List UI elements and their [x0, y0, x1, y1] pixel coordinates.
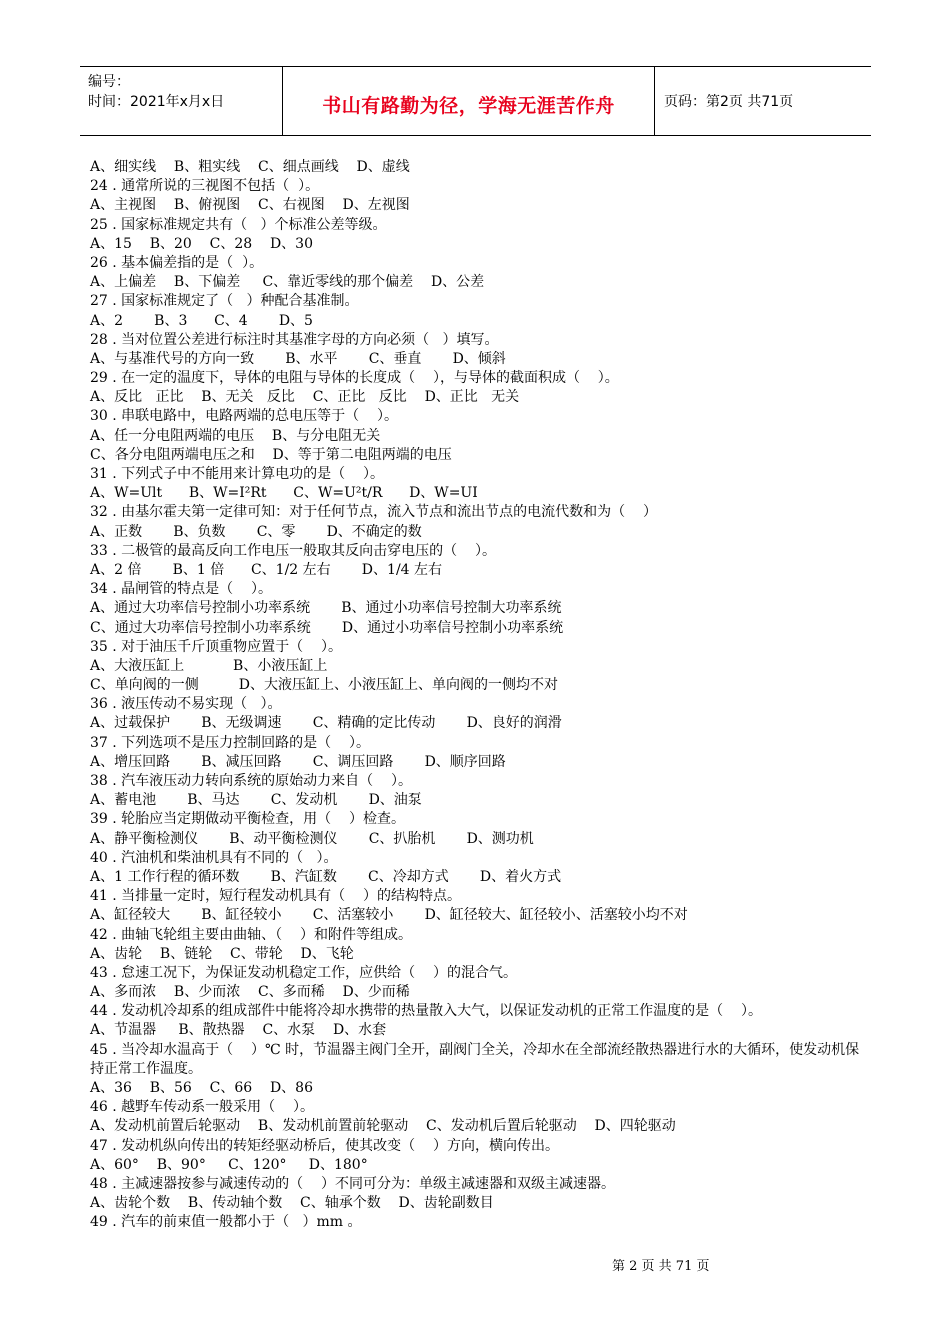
- answer-options: A、反比 正比 B、无关 反比 C、正比 反比 D、正比 无关: [90, 389, 520, 406]
- question-stem: 31 . 下列式子中不能用来计算电功的是（ ）。: [90, 466, 384, 482]
- answer-options: A、大液压缸上 B、小液压缸上: [90, 657, 328, 674]
- question-stem: 37 . 下列选项不是压力控制回路的是（ ）。: [90, 734, 370, 751]
- answer-options: A、15 B、20 C、28 D、30: [90, 235, 313, 252]
- question-stem: 38 . 汽车液压动力转向系统的原始动力来自（ ）。: [90, 773, 412, 789]
- answer-options: A、2 倍 B、1 倍 C、1/2 左右 D、1/4 左右: [90, 561, 443, 578]
- question-stem: 25 . 国家标准规定共有（ ）个标准公差等级。: [90, 216, 387, 233]
- answer-options: A、节温器 B、散热器 C、水泵 D、水套: [90, 1022, 387, 1039]
- answer-options: C、各分电阻两端电压之和 D、等于第二电阻两端的电压: [90, 446, 452, 463]
- question-stem: 30 . 串联电路中，电路两端的总电压等于（ ）。: [90, 408, 398, 425]
- question-stem: 27 . 国家标准规定了（ ）种配合基准制。: [90, 293, 359, 310]
- answer-options: A、与基准代号的方向一致 B、水平 C、垂直 D、倾斜: [90, 350, 506, 367]
- header-motto: 书山有路勤为径，学海无涯苦作舟: [283, 67, 655, 135]
- question-stem: 49 . 汽车的前束值一般都小于（ ）mm 。: [90, 1214, 362, 1231]
- answer-options: A、任一分电阻两端的电压 B、与分电阻无关: [90, 427, 381, 444]
- answer-options: A、主视图 B、俯视图 C、右视图 D、左视图: [90, 197, 410, 214]
- answer-options: A、静平衡检测仪 B、动平衡检测仪 C、扒胎机 D、测功机: [90, 830, 534, 847]
- answer-options: A、多而浓 B、少而浓 C、多而稀 D、少而稀: [90, 984, 410, 1001]
- code-label: 编号：: [88, 74, 130, 90]
- question-stem: 33 . 二极管的最高反向工作电压一般取其反向击穿电压的（ ）。: [90, 542, 496, 559]
- question-stem: 43 . 怠速工况下，为保证发动机稳定工作，应供给（ ）的混合气。: [90, 964, 517, 981]
- question-stem: 44 . 发动机冷却系的组成部件中能将冷却水携带的热量散入大气，以保证发动机的正常工作温度的是（ ）。: [90, 1003, 762, 1020]
- question-stem: 26 . 基本偏差指的是（ ）。: [90, 254, 264, 271]
- question-stem: 45 . 当冷却水温高于（ ）℃ 时，节温器主阀门全开，副阀门全关，冷却水在全部流经散热器进行水的大循环，使发动机保持正常工作温度。: [90, 1041, 860, 1077]
- question-stem: 48 . 主减速器按参与减速传动的（ ）不同可分为：单级主减速器和双级主减速器。: [90, 1176, 615, 1192]
- answer-options: C、单向阀的一侧 D、大液压缸上、小液压缸上、单向阀的一侧均不对: [90, 677, 558, 694]
- answer-options: A、2 B、3 C、4 D、5: [90, 312, 313, 329]
- answer-options: A、60° B、90° C、120° D、180°: [90, 1156, 368, 1173]
- page-footer: 第 2 页 共 71 页: [612, 1259, 710, 1274]
- header-page-info: 页码：第2页 共71页: [664, 94, 794, 110]
- document-header: [80, 66, 871, 136]
- answer-options: A、上偏差 B、下偏差 C、靠近零线的那个偏差 D、公差: [90, 274, 485, 291]
- question-stem: 47 . 发动机纵向传出的转矩经驱动桥后，使其改变（ ）方向，横向传出。: [90, 1137, 559, 1154]
- answer-options: A、过载保护 B、无级调速 C、精确的定比传动 D、良好的润滑: [90, 715, 562, 732]
- question-stem: 32 . 由基尔霍夫第一定律可知：对于任何节点，流入节点和流出节点的电流代数和为（ ）: [90, 504, 657, 521]
- answer-options: A、齿轮个数 B、传动轴个数 C、轴承个数 D、齿轮副数目: [90, 1195, 494, 1212]
- question-list: [90, 158, 860, 1233]
- answer-options: A、细实线 B、粗实线 C、细点画线 D、虚线: [90, 159, 410, 175]
- question-stem: 46 . 越野车传动系一般采用（ ）。: [90, 1099, 314, 1116]
- question-stem: 41 . 当排量一定时，短行程发动机具有（ ）的结构特点。: [90, 888, 461, 905]
- answer-options: A、齿轮 B、链轮 C、带轮 D、飞轮: [90, 945, 354, 962]
- answer-options: A、W=Ult B、W=I²Rt C、W=U²t/R D、W=UI: [90, 485, 478, 502]
- question-stem: 28 . 当对位置公差进行标注时其基准字母的方向必须（ ）填写。: [90, 331, 499, 348]
- question-stem: 40 . 汽油机和柴油机具有不同的（ ）。: [90, 849, 338, 866]
- answer-options: A、蓄电池 B、马达 C、发动机 D、油泵: [90, 792, 422, 809]
- answer-options: A、通过大功率信号控制小功率系统 B、通过小功率信号控制大功率系统: [90, 600, 562, 617]
- answer-options: A、1 工作行程的循环数 B、汽缸数 C、冷却方式 D、着火方式: [90, 868, 562, 885]
- answer-options: A、缸径较大 B、缸径较小 C、活塞较小 D、缸径较大、缸径较小、活塞较小均不对: [90, 907, 688, 924]
- question-stem: 29 . 在一定的温度下，导体的电阻与导体的长度成（ ），与导体的截面积成（ ）。: [90, 370, 619, 387]
- answer-options: A、正数 B、负数 C、零 D、不确定的数: [90, 523, 422, 540]
- date-label: 时间：2021年x月x日: [88, 94, 225, 110]
- answer-options: A、发动机前置后轮驱动 B、发动机前置前轮驱动 C、发动机后置后轮驱动 D、四轮驱动: [90, 1118, 676, 1135]
- answer-options: A、36 B、56 C、66 D、86: [90, 1080, 313, 1097]
- question-stem: 42 . 曲轴飞轮组主要由曲轴、（ ）和附件等组成。: [90, 926, 412, 943]
- question-stem: 39 . 轮胎应当定期做动平衡检查，用（ ）检查。: [90, 811, 405, 828]
- header-meta: [80, 67, 283, 135]
- question-stem: 35 . 对于油压千斤顶重物应置于（ ）。: [90, 638, 342, 655]
- answer-options: C、通过大功率信号控制小功率系统 D、通过小功率信号控制小功率系统: [90, 619, 564, 636]
- answer-options: A、增压回路 B、减压回路 C、调压回路 D、顺序回路: [90, 753, 506, 770]
- question-stem: 24 . 通常所说的三视图不包括（ ）。: [90, 178, 320, 195]
- question-stem: 34 . 晶闸管的特点是（ ）。: [90, 581, 272, 598]
- question-stem: 36 . 液压传动不易实现（ ）。: [90, 696, 282, 713]
